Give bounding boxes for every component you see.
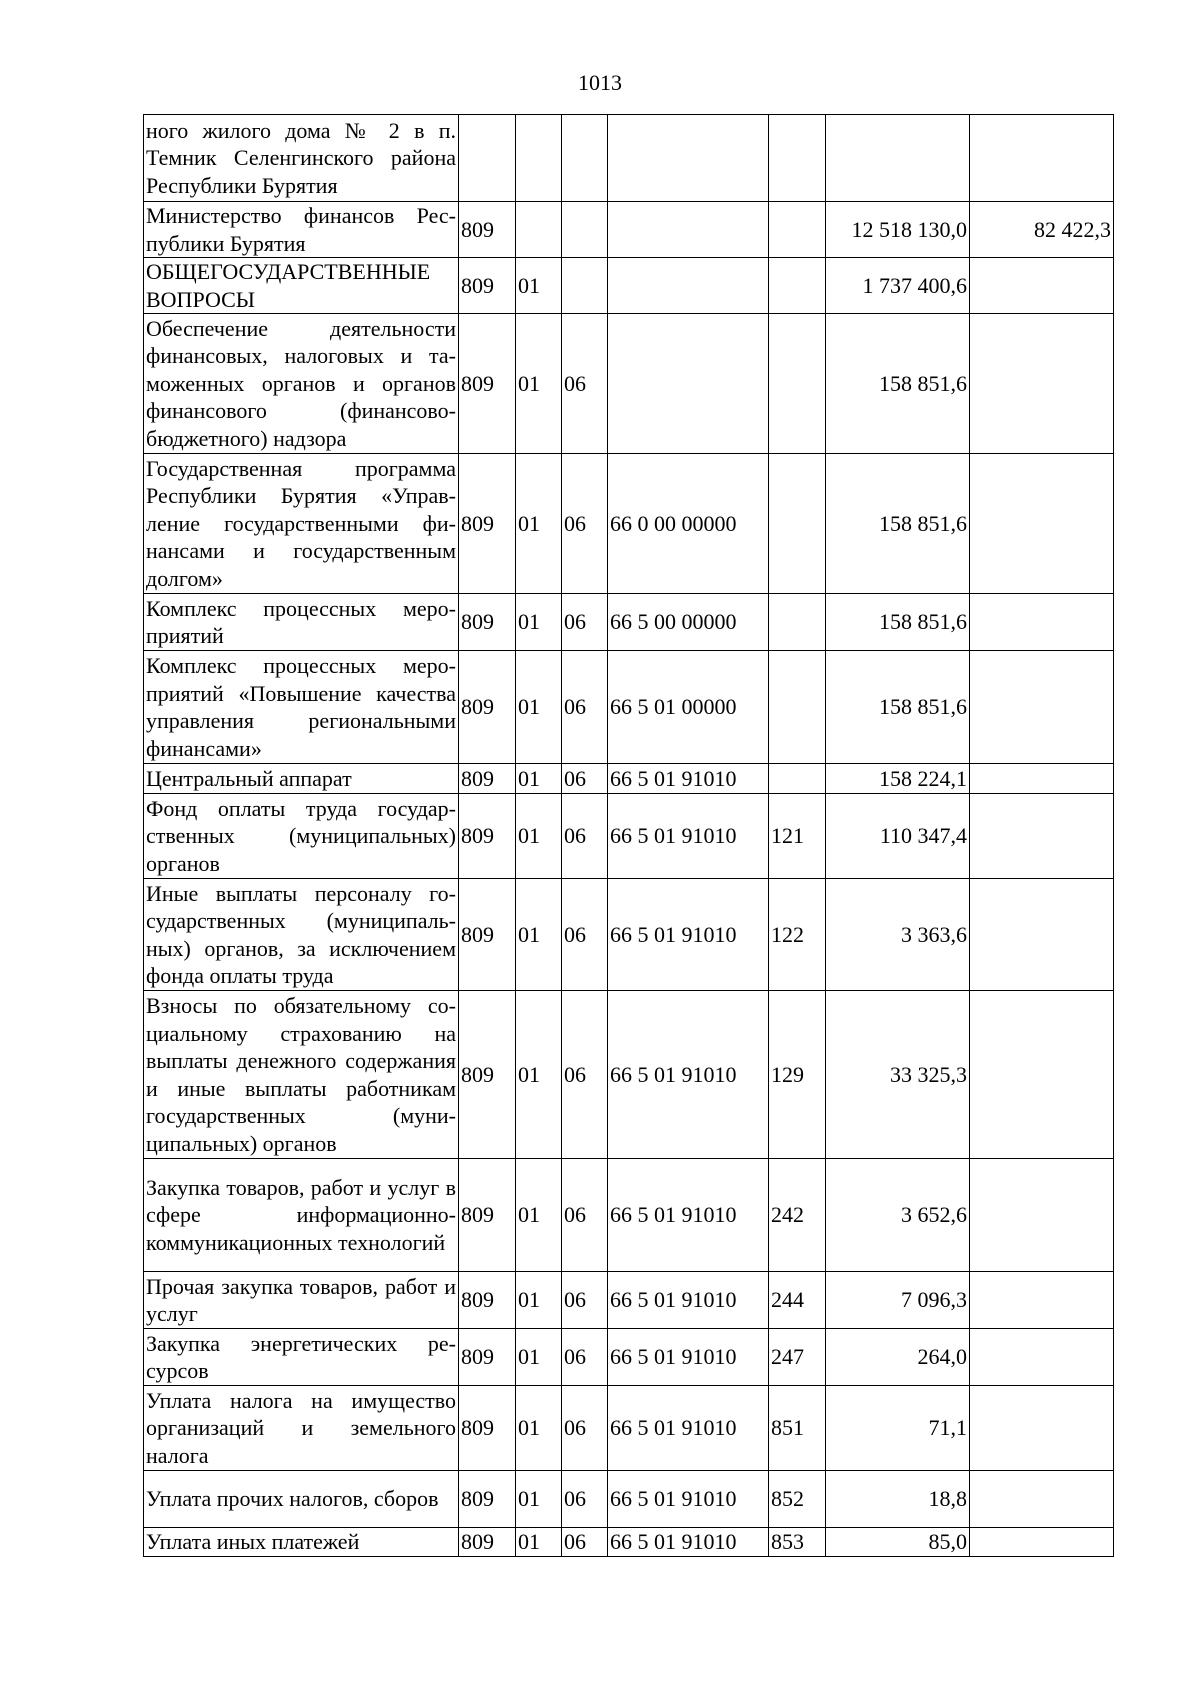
section-code-cell: 01	[516, 454, 562, 594]
amount-federal-cell	[970, 258, 1114, 314]
subsection-code-cell: 06	[562, 1471, 608, 1528]
ministry-code-cell: 809	[459, 1471, 516, 1528]
target-article-cell: 66 5 01 91010	[608, 1386, 769, 1471]
target-article-cell: 66 5 01 91010	[608, 1159, 769, 1272]
subsection-code-cell: 06	[562, 991, 608, 1159]
amount-federal-cell	[970, 794, 1114, 879]
amount-cell: 7 096,3	[826, 1272, 970, 1329]
subsection-code-cell: 06	[562, 314, 608, 454]
amount-federal-cell	[970, 764, 1114, 794]
item-name-cell: Закупка энергетических ресурсов	[144, 1329, 459, 1386]
amount-federal-cell	[970, 1272, 1114, 1329]
item-name-cell: ного жилого дома № 2 в п. Темник Селенгинского района Республики Бурятия	[144, 115, 459, 202]
subsection-code-cell: 06	[562, 651, 608, 764]
subsection-code-cell	[562, 202, 608, 258]
amount-federal-cell	[970, 115, 1114, 202]
table-row	[144, 1386, 1114, 1471]
amount-cell: 3 363,6	[826, 879, 970, 991]
target-article-cell: 66 5 01 91010	[608, 1528, 769, 1557]
subsection-code-cell	[562, 258, 608, 314]
amount-federal-cell	[970, 879, 1114, 991]
subsection-code-cell: 06	[562, 1272, 608, 1329]
item-name-cell: Фонд оплаты труда государственных (муниципальных) органов	[144, 794, 459, 879]
expense-type-cell	[769, 764, 826, 794]
expense-type-cell: 244	[769, 1272, 826, 1329]
item-name-cell: Уплата прочих налогов, сборов	[144, 1471, 459, 1528]
expense-type-cell: 242	[769, 1159, 826, 1272]
table-row	[144, 764, 1114, 794]
target-article-cell: 66 0 00 00000	[608, 454, 769, 594]
table-row	[144, 454, 1114, 594]
ministry-code-cell: 809	[459, 594, 516, 651]
amount-federal-cell	[970, 1386, 1114, 1471]
subsection-code-cell: 06	[562, 794, 608, 879]
item-name-cell: Взносы по обязательному социальному страхованию на выплаты денежного содержания и иные выплаты работникам государственных (муниципальных) органов	[144, 991, 459, 1159]
section-code-cell: 01	[516, 879, 562, 991]
item-name-cell: Комплекс процессных мероприятий	[144, 594, 459, 651]
ministry-code-cell: 809	[459, 1159, 516, 1272]
target-article-cell: 66 5 01 91010	[608, 879, 769, 991]
amount-cell: 264,0	[826, 1329, 970, 1386]
subsection-code-cell: 06	[562, 1386, 608, 1471]
section-code-cell: 01	[516, 314, 562, 454]
item-name-cell: Уплата налога на имущество организаций и земельного налога	[144, 1386, 459, 1471]
subsection-code-cell: 06	[562, 764, 608, 794]
item-name-cell: ОБЩЕГОСУДАРСТВЕННЫЕ ВОПРОСЫ	[144, 258, 459, 314]
item-name-cell: Уплата иных платежей	[144, 1528, 459, 1557]
expense-type-cell	[769, 594, 826, 651]
expense-type-cell: 129	[769, 991, 826, 1159]
section-code-cell: 01	[516, 1471, 562, 1528]
ministry-code-cell: 809	[459, 879, 516, 991]
amount-federal-cell: 82 422,3	[970, 202, 1114, 258]
target-article-cell: 66 5 01 91010	[608, 991, 769, 1159]
section-code-cell	[516, 115, 562, 202]
amount-cell: 1 737 400,6	[826, 258, 970, 314]
target-article-cell	[608, 258, 769, 314]
expense-type-cell: 247	[769, 1329, 826, 1386]
item-name-cell: Министерство финансов Республики Бурятия	[144, 202, 459, 258]
item-name-cell: Государственная программа Республики Бурятия «Управление государственными финансами и государственным долгом»	[144, 454, 459, 594]
ministry-code-cell: 809	[459, 1528, 516, 1557]
section-code-cell: 01	[516, 1272, 562, 1329]
section-code-cell: 01	[516, 258, 562, 314]
ministry-code-cell	[459, 115, 516, 202]
table-row	[144, 879, 1114, 991]
section-code-cell	[516, 202, 562, 258]
amount-federal-cell	[970, 991, 1114, 1159]
amount-federal-cell	[970, 1159, 1114, 1272]
table-row	[144, 202, 1114, 258]
subsection-code-cell: 06	[562, 879, 608, 991]
amount-cell: 12 518 130,0	[826, 202, 970, 258]
subsection-code-cell	[562, 115, 608, 202]
item-name-cell: Центральный аппарат	[144, 764, 459, 794]
section-code-cell: 01	[516, 764, 562, 794]
expense-type-cell: 851	[769, 1386, 826, 1471]
ministry-code-cell: 809	[459, 1329, 516, 1386]
expense-type-cell	[769, 314, 826, 454]
target-article-cell: 66 5 01 91010	[608, 1471, 769, 1528]
page-number: 1013	[578, 70, 622, 95]
section-code-cell: 01	[516, 1159, 562, 1272]
amount-cell: 33 325,3	[826, 991, 970, 1159]
table-row	[144, 1272, 1114, 1329]
table-row	[144, 991, 1114, 1159]
amount-federal-cell	[970, 651, 1114, 764]
expense-type-cell: 853	[769, 1528, 826, 1557]
table-row	[144, 258, 1114, 314]
ministry-code-cell: 809	[459, 258, 516, 314]
table-row	[144, 1159, 1114, 1272]
ministry-code-cell: 809	[459, 202, 516, 258]
expense-type-cell	[769, 115, 826, 202]
table-row	[144, 651, 1114, 764]
ministry-code-cell: 809	[459, 454, 516, 594]
amount-federal-cell	[970, 1528, 1114, 1557]
amount-cell	[826, 115, 970, 202]
ministry-code-cell: 809	[459, 651, 516, 764]
table-row	[144, 1528, 1114, 1557]
item-name-cell: Иные выплаты персоналу государственных (муниципальных) органов, за исключением фонда оплаты труда	[144, 879, 459, 991]
target-article-cell: 66 5 01 91010	[608, 1329, 769, 1386]
ministry-code-cell: 809	[459, 794, 516, 879]
expense-type-cell	[769, 258, 826, 314]
subsection-code-cell: 06	[562, 454, 608, 594]
amount-federal-cell	[970, 1471, 1114, 1528]
item-name-cell: Закупка товаров, работ и услуг в сфере информационно-коммуникационных технологий	[144, 1159, 459, 1272]
amount-cell: 110 347,4	[826, 794, 970, 879]
expense-type-cell	[769, 454, 826, 594]
target-article-cell: 66 5 01 91010	[608, 794, 769, 879]
amount-cell: 158 851,6	[826, 594, 970, 651]
expense-type-cell: 122	[769, 879, 826, 991]
budget-table	[143, 114, 1114, 1557]
table-row	[144, 1471, 1114, 1528]
ministry-code-cell: 809	[459, 314, 516, 454]
amount-federal-cell	[970, 314, 1114, 454]
subsection-code-cell: 06	[562, 1528, 608, 1557]
section-code-cell: 01	[516, 594, 562, 651]
expense-type-cell: 121	[769, 794, 826, 879]
target-article-cell: 66 5 01 00000	[608, 651, 769, 764]
target-article-cell: 66 5 01 91010	[608, 764, 769, 794]
ministry-code-cell: 809	[459, 764, 516, 794]
amount-federal-cell	[970, 1329, 1114, 1386]
table-row	[144, 594, 1114, 651]
amount-cell: 3 652,6	[826, 1159, 970, 1272]
amount-cell: 18,8	[826, 1471, 970, 1528]
table-row	[144, 115, 1114, 202]
ministry-code-cell: 809	[459, 1272, 516, 1329]
target-article-cell: 66 5 01 91010	[608, 1272, 769, 1329]
table-row	[144, 794, 1114, 879]
target-article-cell	[608, 202, 769, 258]
amount-cell: 158 224,1	[826, 764, 970, 794]
subsection-code-cell: 06	[562, 1159, 608, 1272]
item-name-cell: Комплекс процессных мероприятий «Повышение качества управления региональными финансами»	[144, 651, 459, 764]
item-name-cell: Обеспечение деятельности финансовых, налоговых и таможенных органов и органов финансового (финансово-бюджетного) надзора	[144, 314, 459, 454]
ministry-code-cell: 809	[459, 1386, 516, 1471]
section-code-cell: 01	[516, 1528, 562, 1557]
table-row	[144, 314, 1114, 454]
expense-type-cell	[769, 202, 826, 258]
ministry-code-cell: 809	[459, 991, 516, 1159]
section-code-cell: 01	[516, 794, 562, 879]
table-body	[144, 115, 1114, 1557]
table-row	[144, 1329, 1114, 1386]
subsection-code-cell: 06	[562, 594, 608, 651]
section-code-cell: 01	[516, 991, 562, 1159]
amount-cell: 158 851,6	[826, 651, 970, 764]
expense-type-cell	[769, 651, 826, 764]
amount-federal-cell	[970, 454, 1114, 594]
amount-cell: 158 851,6	[826, 454, 970, 594]
section-code-cell: 01	[516, 1386, 562, 1471]
amount-federal-cell	[970, 594, 1114, 651]
expense-type-cell: 852	[769, 1471, 826, 1528]
target-article-cell	[608, 115, 769, 202]
section-code-cell: 01	[516, 651, 562, 764]
amount-cell: 158 851,6	[826, 314, 970, 454]
target-article-cell: 66 5 00 00000	[608, 594, 769, 651]
amount-cell: 85,0	[826, 1528, 970, 1557]
item-name-cell: Прочая закупка товаров, работ и услуг	[144, 1272, 459, 1329]
section-code-cell: 01	[516, 1329, 562, 1386]
subsection-code-cell: 06	[562, 1329, 608, 1386]
amount-cell: 71,1	[826, 1386, 970, 1471]
target-article-cell	[608, 314, 769, 454]
